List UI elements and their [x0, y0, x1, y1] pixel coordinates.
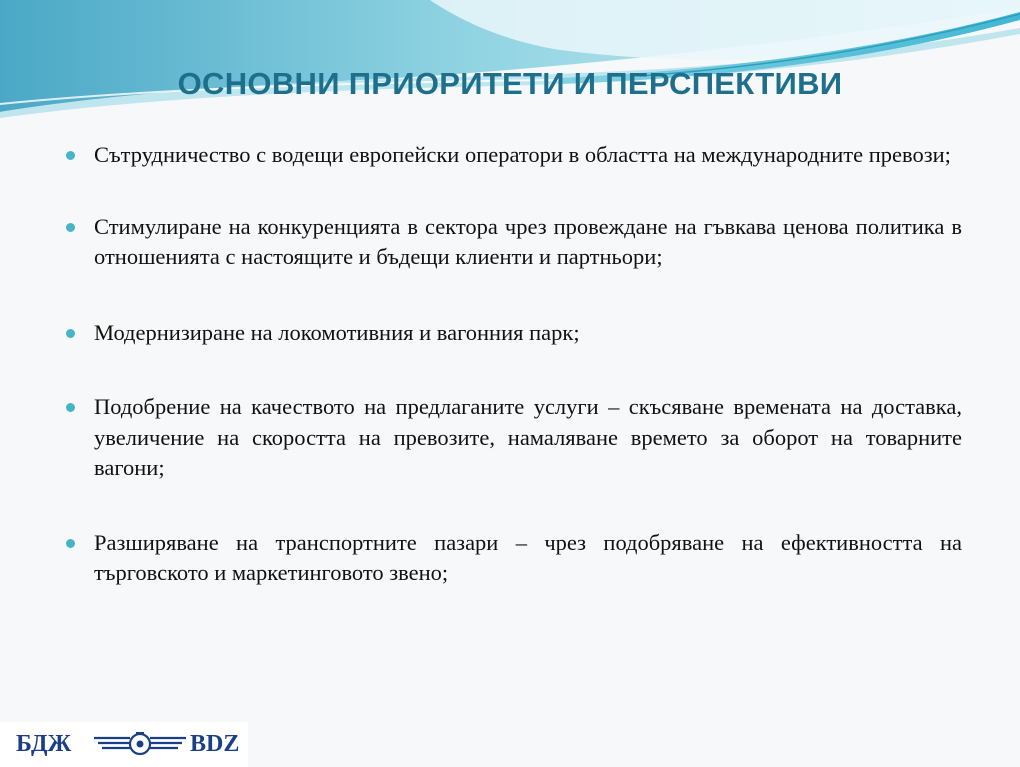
slide-title: ОСНОВНИ ПРИОРИТЕТИ И ПЕРСПЕКТИВИ: [177, 66, 843, 101]
bullet-dot-icon: [66, 223, 75, 232]
bullet-list: [64, 140, 962, 589]
bullet-item: [64, 528, 962, 589]
bullet-dot-icon: [66, 403, 75, 412]
bullet-text: Стимулиране на конкуренцията в сектора чрез провеждане на гъвкава ценова политика в отношенията с настоящите и бъдещи клиенти и партньори;: [94, 213, 962, 269]
logo-text-bdz: BDZ: [190, 731, 240, 757]
bullet-text: Сътрудничество с водещи европейски оператори в областта на международните превози;: [94, 142, 951, 167]
bullet-dot-icon: [66, 329, 75, 338]
bullet-text: Подобрение на качеството на предлаганите услуги – скъсяване времената на доставка, увеличение на скоростта на превозите, намаляване времето за оборот на товарните вагони;: [94, 394, 962, 480]
bullet-item: [64, 392, 962, 484]
bullet-item: [64, 140, 962, 171]
bullet-item: [64, 212, 962, 273]
bullet-text: Разширяване на транспортните пазари – чрез подобряване на ефективността на търговското и маркетинговото звено;: [94, 529, 962, 585]
logo-text-bdzh: БДЖ: [16, 731, 72, 757]
bullet-dot-icon: [66, 539, 75, 548]
bullet-item: [64, 318, 962, 349]
bdz-logo: [0, 722, 248, 767]
bullet-text: Модернизиране на локомотивния и вагонния парк;: [94, 319, 580, 345]
bullet-dot-icon: [66, 151, 75, 160]
winged-wheel-icon: [90, 729, 190, 759]
